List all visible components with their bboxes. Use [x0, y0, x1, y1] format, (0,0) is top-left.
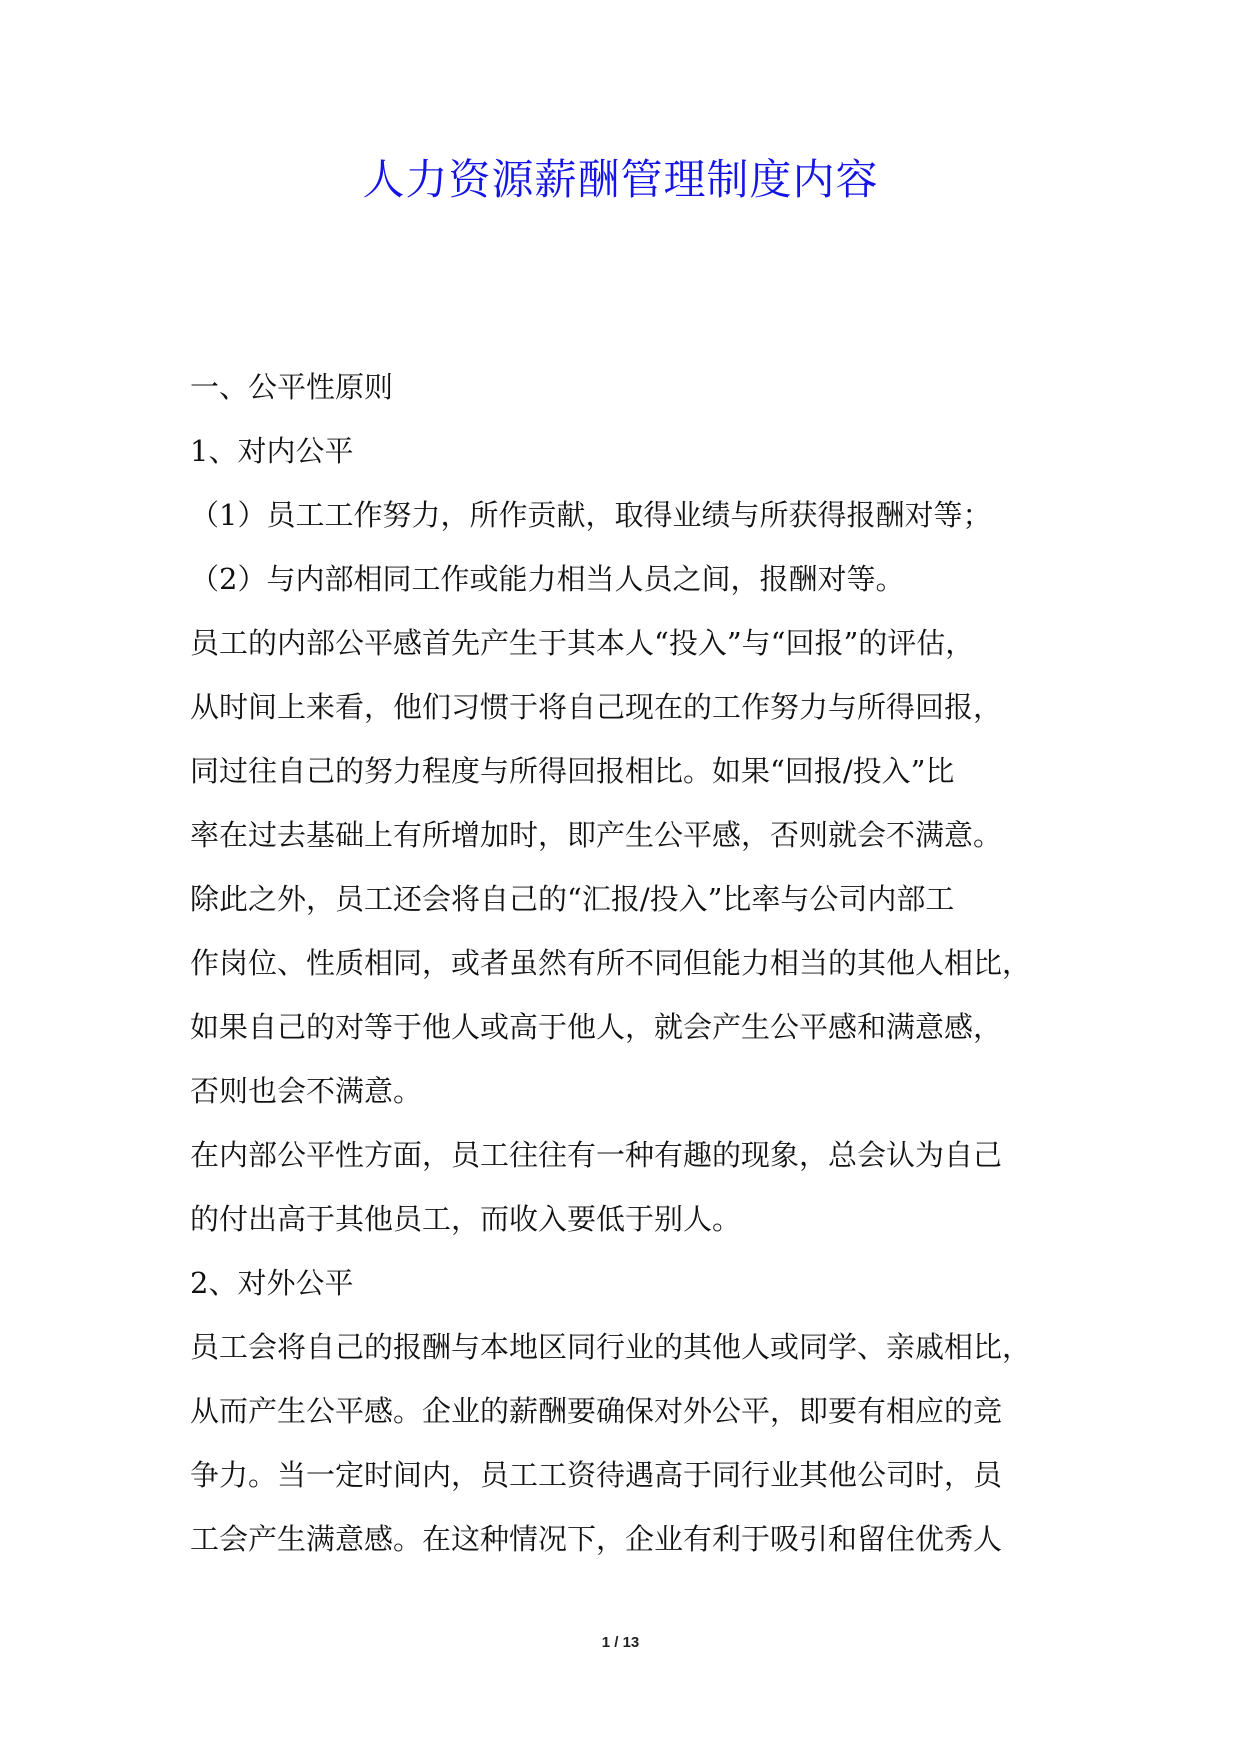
paragraph-line: 同过往自己的努力程度与所得回报相比。如果“回报/投入”比 — [190, 754, 955, 788]
paragraph-line: 在内部公平性方面，员工往往有一种有趣的现象，总会认为自己 — [190, 1138, 1003, 1172]
paragraph-line: 率在过去基础上有所增加时，即产生公平感，否则就会不满意。 — [190, 818, 1003, 852]
paragraph-line: 如果自己的对等于他人或高于他人，就会产生公平感和满意感， — [190, 1010, 1003, 1044]
paragraph-line: 的付出高于其他员工，而收入要低于别人。 — [190, 1202, 742, 1236]
list-item: （1）员工工作努力，所作贡献，取得业绩与所获得报酬对等； — [190, 498, 992, 532]
section-heading: 一、公平性原则 — [190, 370, 394, 404]
subsection-heading: 2、对外公平 — [190, 1266, 354, 1300]
paragraph-line: 员工会将自己的报酬与本地区同行业的其他人或同学、亲戚相比， — [190, 1330, 1032, 1364]
paragraph-line: 从而产生公平感。企业的薪酬要确保对外公平，即要有相应的竞 — [190, 1394, 1003, 1428]
subsection-heading: 1、对内公平 — [190, 434, 354, 468]
document-body — [190, 355, 1060, 1571]
paragraph-line: 争力。当一定时间内，员工工资待遇高于同行业其他公司时，员 — [190, 1458, 1003, 1492]
paragraph-line: 员工的内部公平感首先产生于其本人“投入”与“回报”的评估， — [190, 626, 975, 660]
paragraph-line: 从时间上来看，他们习惯于将自己现在的工作努力与所得回报， — [190, 690, 1003, 724]
document-title: 人力资源薪酬管理制度内容 — [362, 155, 879, 204]
list-item: （2）与内部相同工作或能力相当人员之间，报酬对等。 — [190, 562, 905, 596]
paragraph-line: 否则也会不满意。 — [190, 1074, 423, 1108]
page-number: 1 / 13 — [601, 1634, 640, 1651]
paragraph-line: 除此之外，员工还会将自己的“汇报/投入”比率与公司内部工 — [190, 882, 955, 916]
paragraph-line: 工会产生满意感。在这种情况下，企业有利于吸引和留住优秀人 — [190, 1522, 1003, 1556]
paragraph-line: 作岗位、性质相同，或者虽然有所不同但能力相当的其他人相比， — [190, 946, 1032, 980]
